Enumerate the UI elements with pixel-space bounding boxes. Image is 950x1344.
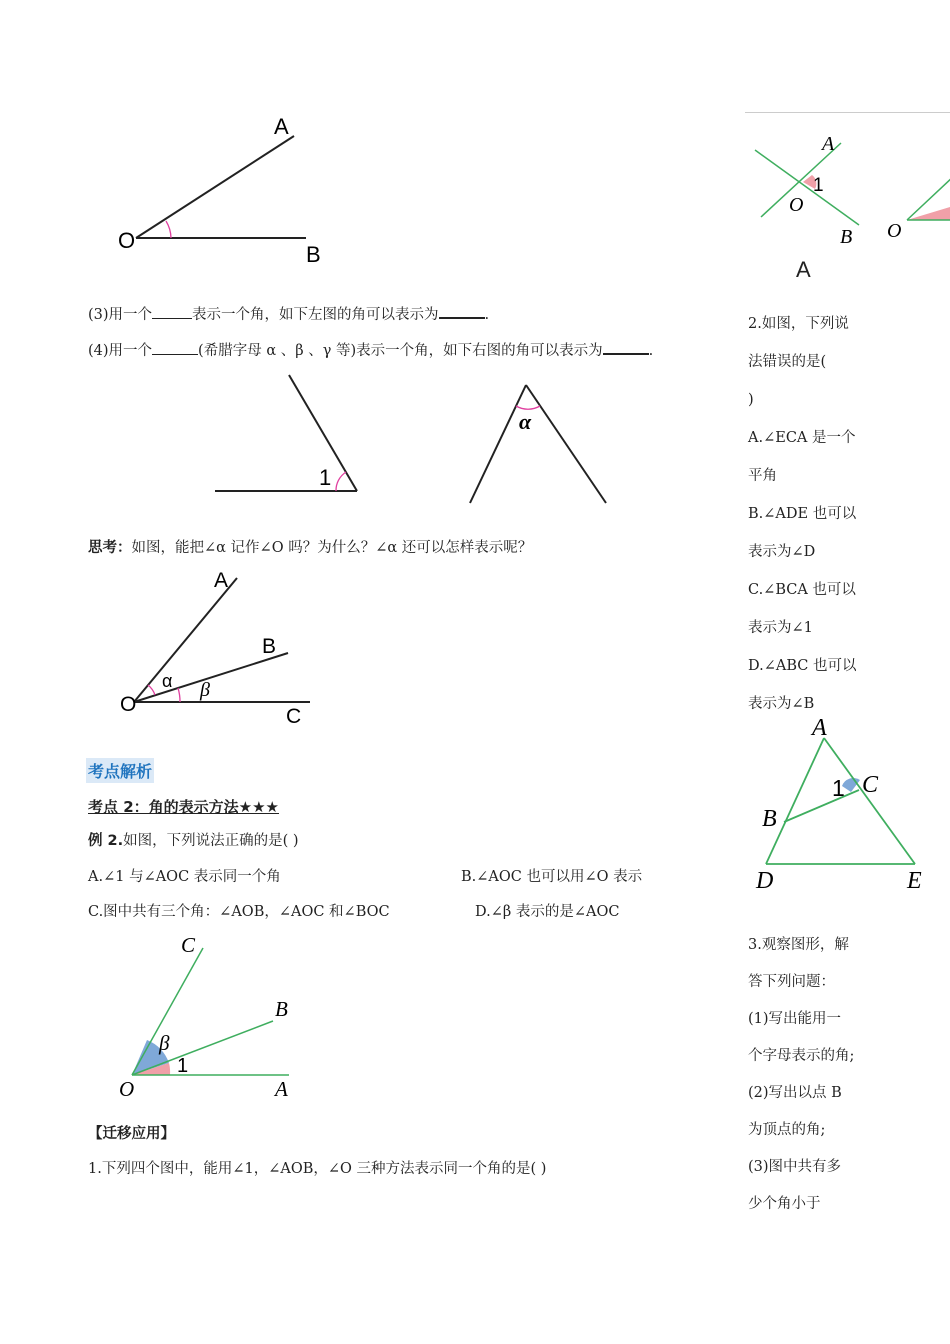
label-b: B	[262, 635, 277, 658]
label-a: A	[822, 133, 835, 155]
label-a: A	[275, 1077, 288, 1101]
right-option-a-label: A	[796, 257, 811, 282]
label-b: B	[306, 242, 321, 267]
label-beta: β	[200, 679, 210, 701]
option-b: B.∠AOC 也可以用∠O 表示	[461, 869, 643, 885]
question-1: 1.下列四个图中，能用∠1，∠AOB，∠O 三种方法表示同一个角的是( )	[88, 1161, 547, 1177]
label-b: B	[762, 806, 777, 832]
label-1: 1	[177, 1055, 189, 1077]
option-c: C.图中共有三个角：∠AOB，∠AOC 和∠BOC	[88, 904, 390, 920]
label-1: 1	[319, 465, 332, 490]
figure-angle-1	[205, 365, 375, 505]
question-4: (4)用一个 (希腊字母 α 、β 、γ 等)表示一个角，如下右图的角可以表示为 .	[88, 343, 654, 359]
label-a: A	[812, 715, 827, 741]
figure-angle-abc	[110, 565, 340, 730]
label-c: C	[862, 772, 879, 798]
label-d: D	[756, 868, 774, 894]
label-c: C	[286, 705, 302, 728]
label-alpha: α	[519, 409, 532, 434]
think-prompt: 思考：如图，能把∠α 记作∠O 吗？为什么？∠α 还可以怎样表示呢？	[88, 540, 533, 556]
label-o: O	[120, 693, 137, 716]
figure-example-2	[115, 930, 305, 1105]
figure-angle-alpha	[460, 375, 620, 510]
right-question-3: 3.观察图形，解 答下列问题： (1)写出能用一 个字母表示的角; (2)写出以点 B 为顶点的角; (3)图中共有多 少个角小于	[748, 937, 855, 1212]
figure-right-triangle	[752, 710, 950, 895]
figure-angle-aob	[110, 110, 340, 270]
label-b: B	[840, 226, 853, 248]
label-alpha: α	[162, 671, 173, 691]
example-2: 例 2.如图，下列说法正确的是( )	[88, 833, 299, 849]
option-d: D.∠β 表示的是∠AOC	[475, 904, 620, 920]
column-divider	[745, 112, 950, 113]
label-e: E	[907, 868, 922, 894]
figure-right-crossing	[745, 125, 950, 250]
label-o: O	[119, 1077, 135, 1101]
label-o2: O	[887, 220, 902, 242]
section-heading: 考点解析	[86, 758, 154, 783]
question-3: (3)用一个 表示一个角，如下左图的角可以表示为 .	[88, 307, 490, 323]
label-c: C	[181, 933, 196, 957]
label-a: A	[214, 569, 229, 592]
label-o: O	[789, 194, 804, 216]
kaodian-2-title: 考点 2：角的表示方法★★★	[88, 798, 280, 816]
transfer-heading: 【迁移应用】	[88, 1126, 175, 1142]
label-1: 1	[813, 175, 824, 196]
label-1: 1	[832, 775, 845, 801]
label-beta: β	[159, 1031, 170, 1055]
label-b: B	[275, 997, 288, 1021]
label-a: A	[274, 114, 289, 139]
option-a: A.∠1 与∠AOC 表示同一个角	[88, 869, 281, 885]
label-o: O	[118, 228, 136, 253]
right-question-2: 2.如图，下列说 法错误的是( ) A.∠ECA 是一个 平角 B.∠ADE 也可以 表示为∠D C.∠BCA 也可以 表示为∠1 D.∠ABC 也可以 表示为∠B	[748, 316, 857, 712]
